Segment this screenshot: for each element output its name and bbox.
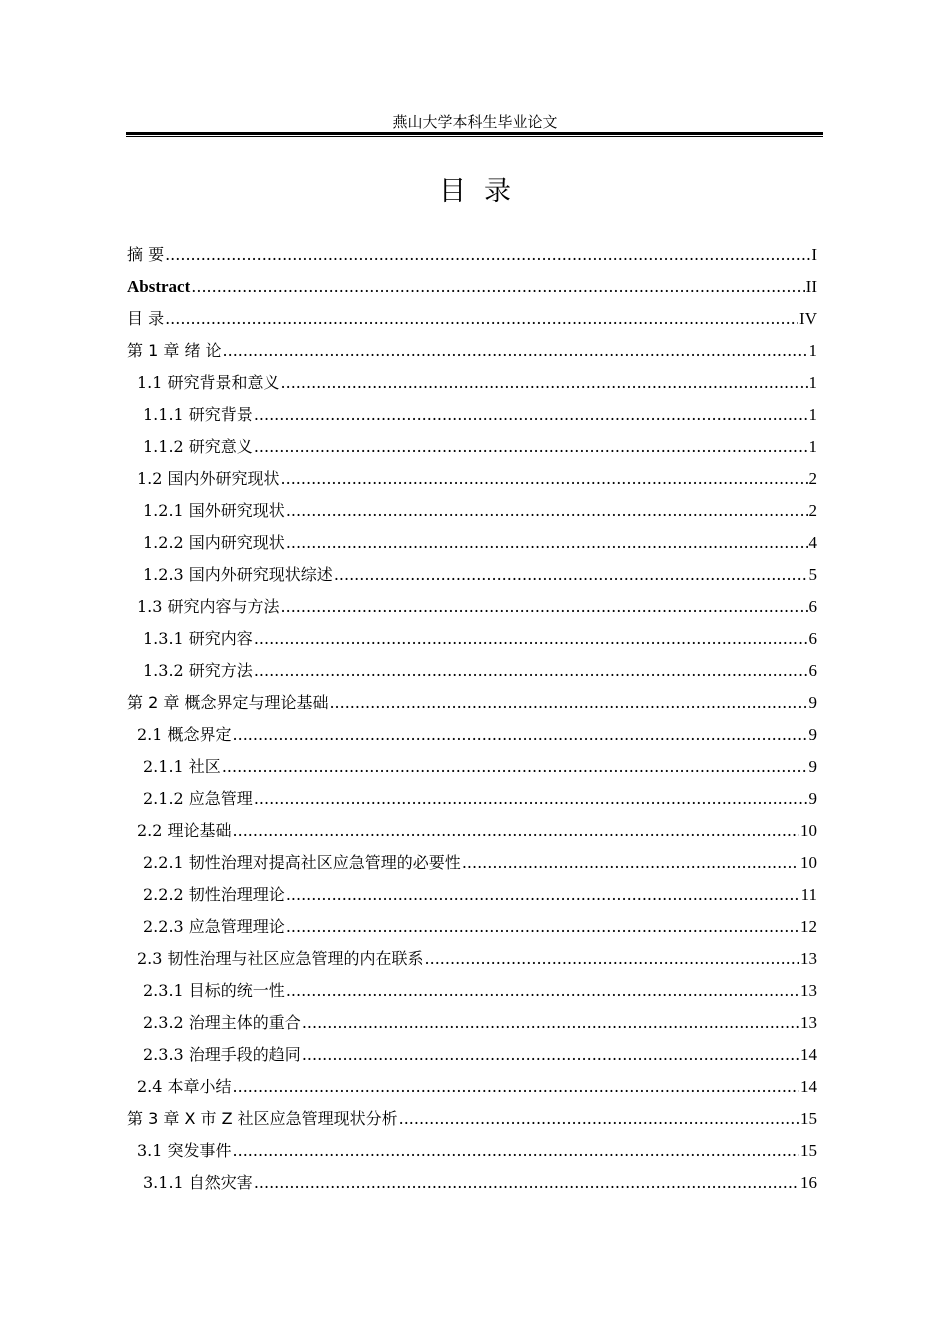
toc-entry[interactable] (127, 1039, 817, 1071)
toc-dot-leader (329, 687, 807, 719)
toc-page-number: 9 (808, 789, 817, 808)
toc-entry[interactable] (127, 623, 817, 655)
toc-page-number: IV (799, 309, 817, 328)
toc-page-number: 12 (800, 917, 817, 936)
toc-dot-leader (281, 591, 808, 623)
toc-entry-label: 目 录 (127, 309, 165, 328)
toc-entry-label: 1.2.1 国外研究现状 (143, 501, 285, 520)
toc-entry[interactable] (127, 495, 817, 527)
toc-page-number: II (805, 277, 817, 296)
toc-entry[interactable] (127, 911, 817, 943)
toc-page-number: 1 (808, 373, 817, 392)
toc-page-number: 1 (808, 341, 817, 360)
toc-dot-leader (254, 431, 808, 463)
toc-entry[interactable] (127, 847, 817, 879)
toc-entry[interactable] (127, 239, 817, 271)
toc-page-number: 15 (800, 1141, 817, 1160)
toc-page-number: 15 (800, 1109, 817, 1128)
toc-entry-label: 1.3.1 研究内容 (143, 629, 253, 648)
header-rule-thin (126, 136, 823, 137)
toc-entry-label: 第 1 章 绪 论 (127, 341, 222, 360)
toc-page-number: 14 (800, 1045, 817, 1064)
toc-page-number: 1 (808, 405, 817, 424)
toc-entry-label: 2.3 韧性治理与社区应急管理的内在联系 (137, 949, 424, 968)
toc-dot-leader (233, 815, 799, 847)
toc-dot-leader (462, 847, 799, 879)
toc-page-number: 9 (808, 725, 817, 744)
toc-dot-leader (399, 1103, 799, 1135)
toc-page-number: 5 (808, 565, 817, 584)
toc-dot-leader (222, 751, 808, 783)
toc-entry[interactable] (127, 559, 817, 591)
toc-entry[interactable] (127, 367, 817, 399)
toc-entry[interactable] (127, 463, 817, 495)
toc-page-number: 10 (800, 821, 817, 840)
toc-entry-label: 1.1.1 研究背景 (143, 405, 253, 424)
toc-entry-label: 2.1 概念界定 (137, 725, 232, 744)
toc-entry[interactable] (127, 655, 817, 687)
toc-entry[interactable] (127, 591, 817, 623)
running-header: 燕山大学本科生毕业论文 (392, 113, 558, 131)
toc-title: 目录 (439, 176, 529, 207)
toc-page-number: 11 (800, 885, 817, 904)
toc-page-number: 2 (808, 469, 817, 488)
toc-dot-leader (281, 463, 808, 495)
toc-entry[interactable] (127, 1007, 817, 1039)
toc-dot-leader (254, 655, 808, 687)
toc-page-number: 1 (808, 437, 817, 456)
toc-page-number: 6 (808, 597, 817, 616)
toc-dot-leader (286, 879, 800, 911)
toc-entry-label: 2.1.2 应急管理 (143, 789, 253, 808)
toc-entry[interactable] (127, 431, 817, 463)
toc-page-number: 6 (808, 661, 817, 680)
toc-dot-leader (233, 1071, 799, 1103)
toc-entry-label: 第 2 章 概念界定与理论基础 (127, 693, 329, 712)
toc-entry-label: 摘 要 (127, 245, 165, 264)
toc-dot-leader (302, 1007, 799, 1039)
toc-dot-leader (286, 975, 799, 1007)
toc-page-number: 4 (808, 533, 817, 552)
table-of-contents (127, 239, 817, 1199)
toc-page-number: 2 (808, 501, 817, 520)
toc-dot-leader (286, 911, 799, 943)
toc-entry[interactable] (127, 335, 817, 367)
toc-entry[interactable] (127, 815, 817, 847)
toc-page-number: 14 (800, 1077, 817, 1096)
toc-entry[interactable] (127, 687, 817, 719)
toc-page-number: 10 (800, 853, 817, 872)
toc-entry-label: 1.3.2 研究方法 (143, 661, 253, 680)
header-rule-thick (126, 132, 823, 135)
toc-dot-leader (254, 783, 808, 815)
toc-entry-label: 第 3 章 X 市 Z 社区应急管理现状分析 (127, 1109, 398, 1128)
toc-entry[interactable] (127, 527, 817, 559)
toc-page-number: 13 (800, 981, 817, 1000)
toc-page-number: I (811, 245, 817, 264)
toc-entry-label: 3.1 突发事件 (137, 1141, 232, 1160)
toc-entry-label: 2.4 本章小结 (137, 1077, 232, 1096)
toc-entry-label: 2.2.2 韧性治理理论 (143, 885, 285, 904)
toc-entry-label: Abstract (127, 277, 191, 296)
toc-entry[interactable] (127, 399, 817, 431)
toc-entry[interactable] (127, 783, 817, 815)
toc-entry[interactable] (127, 879, 817, 911)
toc-entry-label: 1.2 国内外研究现状 (137, 469, 280, 488)
toc-dot-leader (334, 559, 808, 591)
toc-entry-label: 2.2.3 应急管理理论 (143, 917, 285, 936)
toc-dot-leader (302, 1039, 799, 1071)
toc-entry-label: 2.1.1 社区 (143, 757, 221, 776)
toc-entry-label: 2.3.2 治理主体的重合 (143, 1013, 301, 1032)
toc-dot-leader (191, 271, 804, 303)
toc-entry[interactable] (127, 1135, 817, 1167)
toc-dot-leader (286, 495, 808, 527)
toc-entry[interactable] (127, 719, 817, 751)
toc-entry-label: 1.3 研究内容与方法 (137, 597, 280, 616)
toc-page-number: 9 (808, 693, 817, 712)
toc-page-number: 16 (800, 1173, 817, 1192)
toc-entry[interactable] (127, 303, 817, 335)
toc-page-number: 13 (800, 949, 817, 968)
toc-entry[interactable] (127, 751, 817, 783)
toc-dot-leader (165, 303, 798, 335)
toc-entry[interactable] (127, 1071, 817, 1103)
toc-dot-leader (233, 1135, 799, 1167)
toc-dot-leader (281, 367, 808, 399)
toc-entry-label: 2.2 理论基础 (137, 821, 232, 840)
toc-dot-leader (223, 335, 808, 367)
toc-entry[interactable] (127, 975, 817, 1007)
toc-page-number: 6 (808, 629, 817, 648)
toc-entry-label: 1.1 研究背景和意义 (137, 373, 280, 392)
toc-dot-leader (165, 239, 810, 271)
toc-entry-label: 1.1.2 研究意义 (143, 437, 253, 456)
toc-entry-label: 1.2.3 国内外研究现状综述 (143, 565, 333, 584)
toc-dot-leader (425, 943, 799, 975)
toc-dot-leader (254, 623, 808, 655)
toc-dot-leader (254, 399, 808, 431)
toc-entry[interactable] (127, 943, 817, 975)
toc-page-number: 13 (800, 1013, 817, 1032)
toc-entry[interactable] (127, 1103, 817, 1135)
toc-dot-leader (254, 1167, 799, 1199)
toc-entry-label: 3.1.1 自然灾害 (143, 1173, 253, 1192)
toc-entry-label: 1.2.2 国内研究现状 (143, 533, 285, 552)
toc-dot-leader (233, 719, 808, 751)
toc-entry[interactable] (127, 1167, 817, 1199)
toc-page-number: 9 (808, 757, 817, 776)
toc-entry[interactable] (127, 271, 817, 303)
toc-entry-label: 2.2.1 韧性治理对提高社区应急管理的必要性 (143, 853, 461, 872)
toc-dot-leader (286, 527, 808, 559)
toc-entry-label: 2.3.1 目标的统一性 (143, 981, 285, 1000)
toc-entry-label: 2.3.3 治理手段的趋同 (143, 1045, 301, 1064)
